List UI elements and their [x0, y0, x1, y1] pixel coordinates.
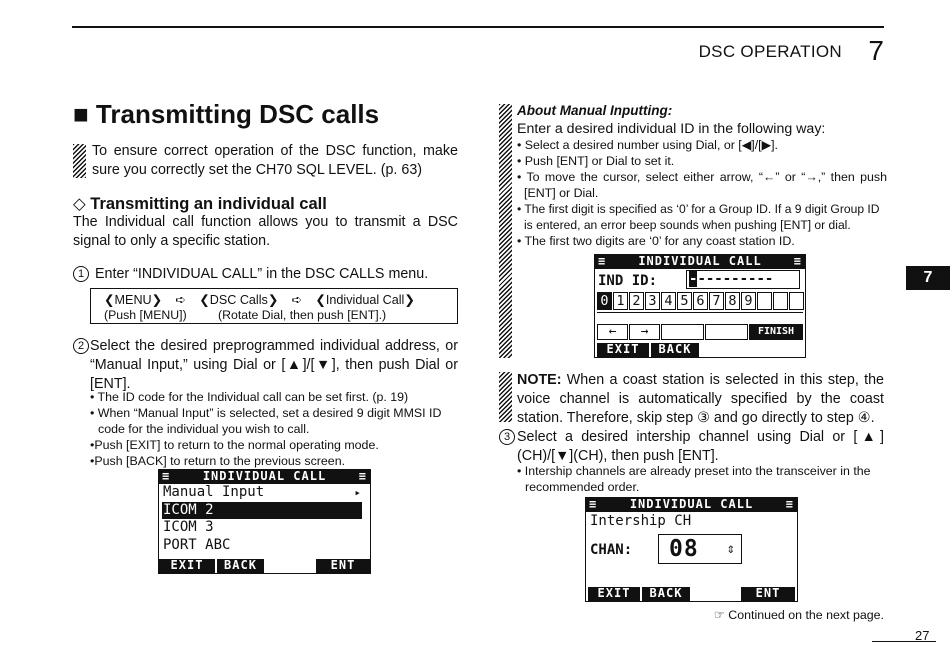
lcd-softkeys	[586, 587, 797, 601]
header-rule	[72, 26, 884, 28]
step2-bullets	[90, 389, 460, 469]
ent-softkey[interactable]: ENT	[316, 559, 370, 573]
bullet: • When “Manual Input” is selected, set a desired 9 digit MMSI ID code for the individual you wish to call.	[90, 406, 442, 436]
step3-number: 3	[499, 429, 515, 445]
menu-icon: ≡	[793, 254, 802, 268]
blank-key	[757, 292, 772, 310]
digit-key[interactable]: 6	[693, 292, 708, 310]
path-dsc-calls: ❮DSC Calls❯	[199, 293, 279, 307]
blank-key	[705, 324, 748, 340]
channel-display[interactable]	[658, 534, 742, 564]
lcd-list-item[interactable]	[163, 484, 370, 502]
cursor-row	[597, 324, 803, 340]
digit-key[interactable]: 7	[709, 292, 724, 310]
path-arrow-icon: ➪	[291, 293, 303, 307]
bullet: • Select a desired number using Dial, or [◀]/[▶].	[517, 138, 778, 152]
continued-note: ☞ Continued on the next page.	[713, 608, 884, 622]
arrow-left-icon[interactable]: ←	[597, 324, 628, 340]
manual-hatch	[499, 104, 512, 358]
manual-lead: Enter a desired individual ID in the following way:	[517, 121, 826, 137]
digit-key[interactable]: 1	[613, 292, 628, 310]
lcd-screen-intership-ch	[585, 497, 798, 602]
subsection-title: ◇ Transmitting an individual call	[73, 195, 327, 213]
bullet: •Push [BACK] to return to the previous screen.	[90, 454, 346, 468]
lcd-title-bar	[586, 498, 797, 512]
digit-key[interactable]: 9	[741, 292, 756, 310]
digit-key[interactable]: 5	[677, 292, 692, 310]
id-label: IND ID:	[598, 273, 658, 289]
intro-note: To ensure correct operation of the DSC function, make sure you correctly set the CH70 SQL LEVEL. (p. 63)	[92, 143, 458, 178]
lcd-list-item-selected[interactable]: ICOM 2	[162, 502, 362, 520]
id-input-field[interactable]	[686, 270, 800, 289]
lcd-title-bar	[159, 470, 370, 484]
back-softkey[interactable]: BACK	[651, 343, 699, 357]
ent-softkey[interactable]: ENT	[741, 587, 795, 601]
id-cursor: -	[689, 271, 698, 287]
back-softkey[interactable]: BACK	[217, 559, 264, 573]
menu-icon: ≡	[598, 254, 607, 268]
arrow-right-icon: ▸	[354, 486, 361, 499]
chan-label: CHAN:	[590, 542, 633, 558]
lcd-softkeys	[159, 559, 370, 573]
step3-number-wrap	[499, 428, 517, 447]
chapter-tab: 7	[906, 266, 950, 290]
menu-icon: ≡	[162, 469, 171, 483]
path-arrow-icon: ➪	[175, 293, 186, 307]
lcd-screen-manual-input	[594, 254, 806, 358]
manual-bullets	[517, 137, 887, 249]
chapter-number: 7	[868, 35, 884, 66]
digit-key[interactable]: 2	[629, 292, 644, 310]
mode-label: Intership CH	[590, 513, 692, 529]
exit-softkey[interactable]: EXIT	[588, 587, 640, 601]
lcd-title: INDIVIDUAL CALL	[638, 254, 762, 268]
digit-grid	[597, 292, 804, 310]
lcd-title: INDIVIDUAL CALL	[629, 497, 754, 511]
bullet: • The ID code for the Individual call can be set first. (p. 19)	[90, 390, 409, 404]
step1-text: Enter “INDIVIDUAL CALL” in the DSC CALLS menu.	[94, 266, 429, 282]
lcd-list-item[interactable]: PORT ABC	[163, 536, 231, 553]
blank-key	[773, 292, 788, 310]
lcd-title-bar	[595, 255, 805, 269]
caution-hatch	[73, 144, 86, 178]
subsection-desc: The Individual call function allows you to transmit a DSC signal to only a specific station.	[73, 214, 458, 249]
back-softkey[interactable]: BACK	[642, 587, 690, 601]
digit-key[interactable]: 8	[725, 292, 740, 310]
arrow-right-icon[interactable]: →	[629, 324, 660, 340]
path-hint-1: (Push [MENU])	[104, 308, 187, 322]
bullet: • The first digit is specified as ‘0’ for a Group ID. If a 9 digit Group ID is entered, an error beep sounds when pushing [ENT] or dial.	[517, 202, 880, 232]
channel-value: 08	[669, 536, 699, 562]
finish-key[interactable]: FINISH	[749, 324, 803, 340]
step2-text: Select the desired preprogrammed individual address, or “Manual Input,” using Dial or [▲]/[▼], then push Dial or [ENT].	[90, 338, 458, 392]
digit-key[interactable]: 0	[597, 292, 612, 310]
up-down-icon: ⇕	[726, 541, 735, 557]
menu-icon: ≡	[785, 497, 794, 511]
path-individual-call: ❮Individual Call❯	[315, 293, 415, 307]
lcd-list-item[interactable]: ICOM 3	[163, 519, 214, 535]
path-menu: ❮MENU❯	[104, 293, 163, 307]
blank-key	[789, 292, 804, 310]
path-hint-2: (Rotate Dial, then push [ENT].)	[218, 308, 387, 322]
lcd-item-label: Manual Input	[163, 484, 265, 500]
step2-number: 2	[73, 338, 89, 354]
note-text	[517, 371, 884, 428]
menu-icon: ≡	[589, 497, 598, 511]
lcd-screen-individual-call	[158, 469, 371, 574]
id-value: ---------	[697, 271, 774, 287]
note-label: NOTE:	[517, 372, 562, 388]
menu-path-box	[90, 288, 458, 324]
lcd-list	[159, 484, 370, 554]
step1	[73, 265, 428, 284]
manual-title: About Manual Inputting:	[517, 103, 673, 118]
step1-number: 1	[73, 266, 89, 282]
note-body: When a coast station is selected in this step, the voice channel is automatically specified by the coast station. Therefore, skip step ③ and go directly to step ④.	[517, 372, 884, 426]
blank-key	[661, 324, 704, 340]
step2-number-wrap	[73, 337, 91, 356]
page-number: 27	[915, 628, 930, 643]
bullet: • Push [ENT] or Dial to set it.	[517, 154, 675, 168]
bullet: •Push [EXIT] to return to the normal operating mode.	[90, 438, 379, 452]
lcd-title: INDIVIDUAL CALL	[202, 469, 327, 483]
menu-icon: ≡	[358, 469, 367, 483]
bullet: • To move the cursor, select either arrow, “←” or “→,” then push [ENT] or Dial.	[517, 170, 887, 200]
note-hatch	[499, 372, 512, 422]
step3-bullet: • Intership channels are already preset into the transceiver in the recommended order.	[517, 464, 871, 494]
digit-key[interactable]: 3	[645, 292, 660, 310]
bullet: • The first two digits are ‘0’ for any coast station ID.	[517, 234, 795, 248]
exit-softkey[interactable]: EXIT	[159, 559, 215, 573]
exit-softkey[interactable]: EXIT	[597, 343, 649, 357]
digit-key[interactable]: 4	[661, 292, 676, 310]
lcd-softkeys	[595, 343, 805, 357]
section-title: DSC OPERATION	[698, 42, 842, 61]
page-title: ■ Transmitting DSC calls	[73, 99, 380, 129]
step3-text: Select a desired intership channel using Dial or [▲](CH)/[▼](CH), then push [ENT].	[517, 429, 884, 464]
